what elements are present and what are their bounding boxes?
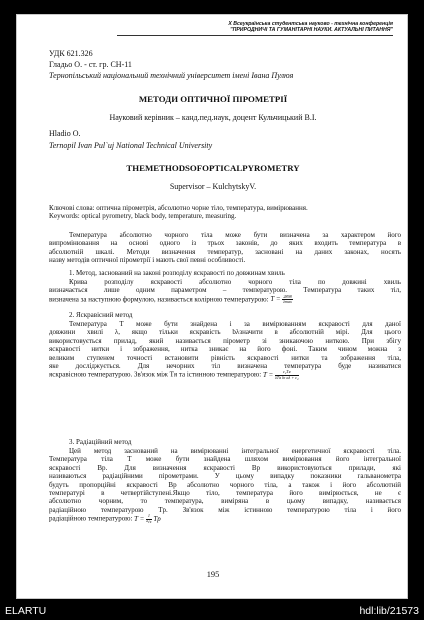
- affiliation-en: Ternopil Ivan Pul`uj National Technical University: [49, 141, 213, 150]
- section-3-line: Температура тіла T може бути знайдена шляхом вимірювання його інтегральної: [49, 455, 401, 464]
- footer-bar: [0, 602, 424, 620]
- intro-line: назву методів оптичної пірометрії і мають свої певні особливості.: [49, 256, 246, 265]
- formula-fraction: [146, 514, 151, 524]
- formula-lhs: T =: [270, 295, 281, 304]
- section-2-heading: 2. Яскравісний метод: [69, 311, 133, 319]
- section-2-line: Температура T може бути знайдена і за вимірюванням яскравості для даної: [69, 320, 401, 328]
- section-2-line: великим ступенем точності встановити рівність яскравості нитки та зображення тіла,: [49, 353, 401, 362]
- section-3-line: абсолютно чорним, то температура, виміряна в цьому випадку, називається: [49, 497, 401, 506]
- author-ua: Гладьо О. - ст. гр. СН-11: [49, 60, 132, 69]
- author-en: Hladio O.: [49, 129, 81, 138]
- formula-denominator: λmax: [283, 299, 292, 305]
- supervisor-en: Supervisor – KulchytskyV.: [169, 182, 257, 191]
- formula-fraction: [275, 370, 299, 380]
- section-1-line: визначається лише одним параметром – температурою. Температура таких тіл,: [49, 286, 401, 295]
- section-3-line: температурі в четвертійступені.Якщо тіло, температура його вимірюється, не є: [49, 489, 401, 497]
- formula-numerator: c₂Tя: [275, 370, 299, 375]
- section-3-line: називаються радіаційними пірометрами. У цьому випадку показники гальванометра: [49, 472, 401, 481]
- title-en: THEMETHODSOFOPTICALPYROMETRY: [126, 163, 300, 173]
- radiation-temperature-formula: [134, 515, 161, 523]
- conference-line-2: "ПРИРОДНИЧІ ТА ГУМАНІТАРНІ НАУКИ. АКТУАЛЬНІ ПИТАННЯ": [230, 27, 393, 33]
- section-2-formula-line: [49, 370, 401, 380]
- section-3-formula-text: радіаційною температурою:: [49, 514, 133, 523]
- conference-line-1: X Всеукраїнська студентська науково - технічна конференція: [228, 21, 393, 27]
- section-2-formula-text: яскравісною температурою. Зв'язок між Tя та істинною температурою:: [49, 370, 262, 379]
- section-1-formula-text: визначена за наступною формулою, називається колірною температурою:: [49, 295, 269, 304]
- udk-code: УДК 621.326: [49, 49, 93, 58]
- formula-numerator: 2898: [283, 293, 292, 299]
- affiliation-ua: Тернопільський національний технічний університет імені Івана Пулюя: [49, 71, 294, 80]
- section-3-heading: 3. Радіаційний метод: [69, 438, 132, 446]
- formula-lhs: T =: [262, 370, 274, 379]
- formula-denominator: ⁴√ε: [146, 518, 152, 524]
- formula-lhs: T =: [134, 514, 145, 523]
- section-2-line: використовується прилад, який називається пірометр зі зникаючою ниткою. При збігу: [49, 336, 401, 345]
- section-1-heading: 1. Метод, заснований на законі розподілу яскравості по довжинам хвиль: [69, 269, 285, 277]
- keywords-ua: Ключові слова: оптична пірометрія, абсолютно чорне тіло, температура, вимірювання.: [49, 204, 308, 212]
- section-2-line: яке досліджується. Для нечорних тіл визначена температура буде називатися: [49, 362, 401, 370]
- intro-line: Температура абсолютно чорного тіла може бути визначена за характером його: [69, 231, 401, 239]
- footer-repository-label: ELARTU: [5, 605, 47, 617]
- section-2-line: довжини хвилі λ, якщо тільки яскравість bλзначити в абсолютній мірі. Для цього: [49, 328, 401, 337]
- title-ua: МЕТОДИ ОПТИЧНОЇ ПІРОМЕТРІЇ: [138, 94, 288, 104]
- supervisor-ua: Науковий керівник – канд.пед.наук, доцент Кульчицький В.І.: [109, 113, 317, 122]
- section-1-formula-line: [49, 295, 401, 305]
- section-3-line: Цей метод заснований на вимірюванні інтегральної енергетичної яскравості тіла.: [69, 447, 401, 455]
- formula-fraction: [282, 295, 292, 305]
- footer-handle-label: hdl:lib/21573: [359, 605, 419, 617]
- section-2-line: яскравості нитки і зображення, нитка зникає на його фоні. Таким чином можна з: [49, 345, 401, 354]
- colour-temperature-formula: [270, 295, 292, 303]
- intro-line: випромінювання на основі одного із трьох законів, до яких входить температура в: [49, 239, 401, 248]
- section-3-line: будуть пропорційні яскравості Bр абсолютно чорного тіла, а також і його абсолютній: [49, 480, 401, 489]
- section-1-line: Крива розподілу яскравості абсолютно чорного тіла по довжині хвиль: [69, 278, 401, 286]
- section-3-formula-line: [49, 514, 401, 524]
- conference-header: [133, 21, 393, 33]
- keywords-en: Keywords: optical pyrometry, black body, temperature, measuring.: [49, 212, 237, 220]
- formula-denominator: λTя ln aλ + c₂: [274, 374, 299, 380]
- document-page: [16, 14, 408, 599]
- header-rule: [117, 35, 393, 36]
- brightness-temperature-formula: [263, 371, 299, 379]
- intro-line: абсолютній шкалі. Методи визначення температур, засновані на даних законах, носять: [49, 247, 401, 256]
- formula-numerator: 1: [147, 513, 150, 519]
- section-3-line: радіаційною температурою Tр. Зв'язок між істинною температурою тіла і його: [49, 505, 401, 514]
- formula-tail: Tр: [153, 514, 161, 523]
- page-number: 195: [206, 570, 220, 579]
- section-3-line: яскравості Bр. Для визначення яскравості Bр використовуються прилади, які: [49, 463, 401, 472]
